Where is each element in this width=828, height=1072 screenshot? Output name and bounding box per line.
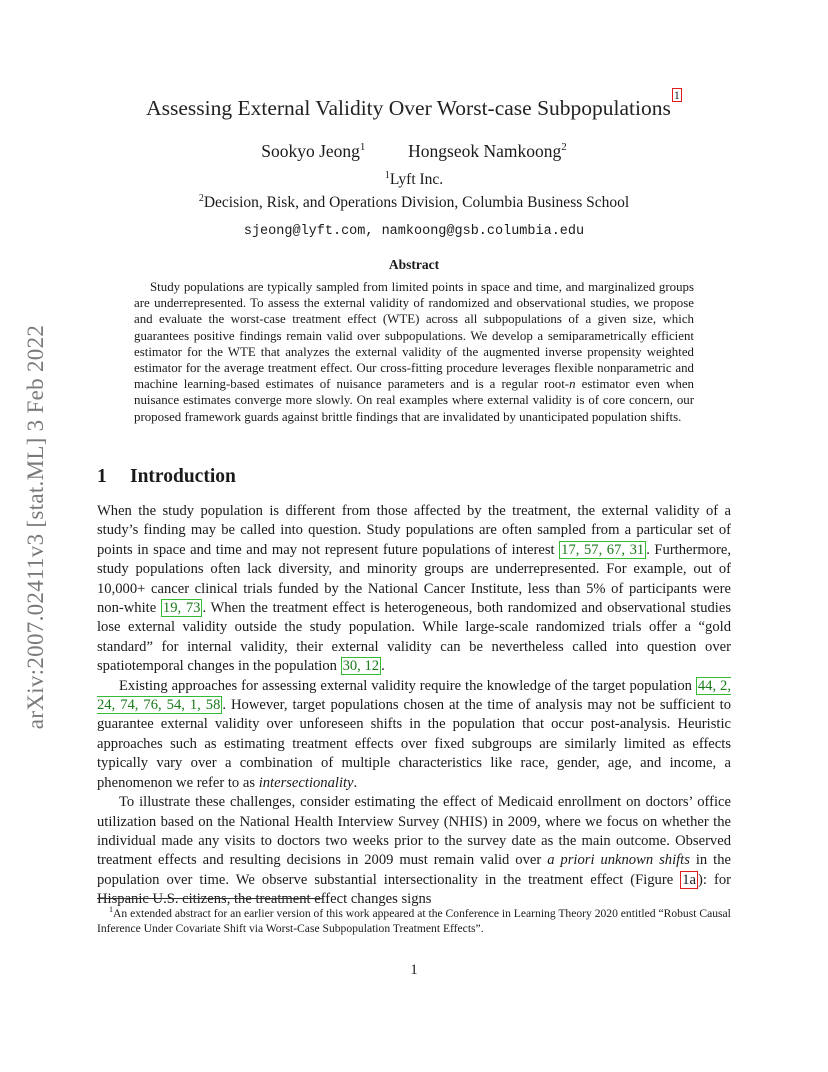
body-paragraph: When the study population is different from those affected by the treatment, the external validity of a study’s finding may be called into question. Study populations are often sampled from a particular set of points in space and time and may not represent future populations of interest 17, 57, 67, 31 . Furthermore, study populations often lack diversity, and minority groups are underrepresented. For example, out of 10,000+ cancer clinical trials funded by the National Cancer Institute, less than 5% of participants were non-white 19, 73 . When the treatment effect is heterogeneous, both randomized and observational studies lose external validity outside the study population. While large-scale randomized trials offer a “gold standard” for internal validity, their external validity can be nevertheless called into question over spatiotemporal changes in the population 30, 12 . [97,503,732,675]
body-paragraph: Existing approaches for assessing external validity require the knowledge of the target population 44, 2, 24, 74, 76, 54, 1, 58 . However, target populations chosen at the time of analysis may not be sufficient to guarantee external validity over unforeseen shifts in the population that occur post-analysis. Heuristic approaches such as estimating treatment effects over fixed subgroups are similarly limited as effects typically vary over a combination of multiple characteristics like race, gender, age, and income, a phenomenon we refer to as intersectionality. [97,677,731,791]
footnote-text: An extended abstract for an earlier version of this work appeared at the Conference in Learning Theory 2020 entitled “Robust Causal Inference Under Covariate Shift via Worst-Case Subpopulation Treatment Effects”. [97,906,731,935]
figure-link[interactable]: 1a [682,871,697,888]
arxiv-stamp: arXiv:2007.02411v3 [stat.ML] 3 Feb 2022 [23,324,48,730]
section-number: 1 [97,466,107,487]
footnote-rule [97,898,323,899]
footnote [97,902,737,936]
page-number: 1 [410,962,418,978]
citation-link[interactable]: 17, 57, 67, 31 [561,541,645,558]
arxiv-stamp-container [14,290,58,765]
citation-link[interactable]: 19, 73 [162,600,201,617]
affiliation [0,170,828,189]
affiliation-text: Decision, Risk, and Operations Division, Columbia Business School [203,194,630,212]
body-paragraph: To illustrate these challenges, consider estimating the effect of Medicaid enrollment on doctors’ office utilization based on the National Health Interview Survey (NHIS) in 2009, where we focus on whether the individual made any visits to doctors two weeks prior to the survey date as the main outcome. Observed treatment effects and resulting decisions in 2009 must remain valid over a priori unknown shifts in the population over time. We observe substantial intersectionality in the treatment effect (Figure 1a ): for Hispanic U.S. citizens, the treatment effect changes signs [97,794,732,908]
footnote-mark: 1 [109,905,113,914]
citation-link[interactable]: 44, 2, 24, 74, 76, 54, 1, 58 [97,677,731,714]
section-heading [97,466,236,488]
citation-link[interactable]: 30, 12 [342,658,380,675]
author-emails: sjeong@lyft.com, namkoong@gsb.columbia.edu [243,224,585,239]
author-name: Hongseok Namkoong [408,141,562,161]
title-text: Assessing External Validity Over Worst-case Subpopulations [146,96,671,120]
affiliation-text: Lyft Inc. [389,171,444,189]
affiliation [0,193,828,212]
abstract-text: Study populations are typically sampled from limited points in space and time, and marginalized groups are underrepresented. To assess the external validity of randomized and observational studies, we propose and evaluate the worst-case treatment effect (WTE) across all subpopulations of a given size, which guarantees positive findings remain valid over subpopulations. We develop a semiparametrically efficient estimator for the WTE that analyzes the external validity of the augmented inverse propensity weighted estimator for the average treatment effect. Our cross-fitting procedure leverages flexible nonparametric and machine learning-based estimates of nuisance parameters and is a regular root-n estimator even when nuisance estimates converge more slowly. On real examples where external validity is of core concern, our proposed framework guards against brittle findings that are invalidated by unanticipated population shifts. [134,280,694,424]
author-affil-mark: 1 [359,141,366,154]
title-footnote-link[interactable]: 1 [673,87,680,102]
author-affil-mark: 2 [561,141,567,154]
abstract-heading: Abstract [388,257,440,272]
author-name: Sookyo Jeong [261,141,360,161]
section-title: Introduction [130,466,236,487]
affiliation-mark: 2 [198,193,204,204]
paper-title [0,87,828,121]
author-list [0,141,828,162]
affiliation-mark: 1 [384,170,390,181]
section-body [97,502,731,910]
